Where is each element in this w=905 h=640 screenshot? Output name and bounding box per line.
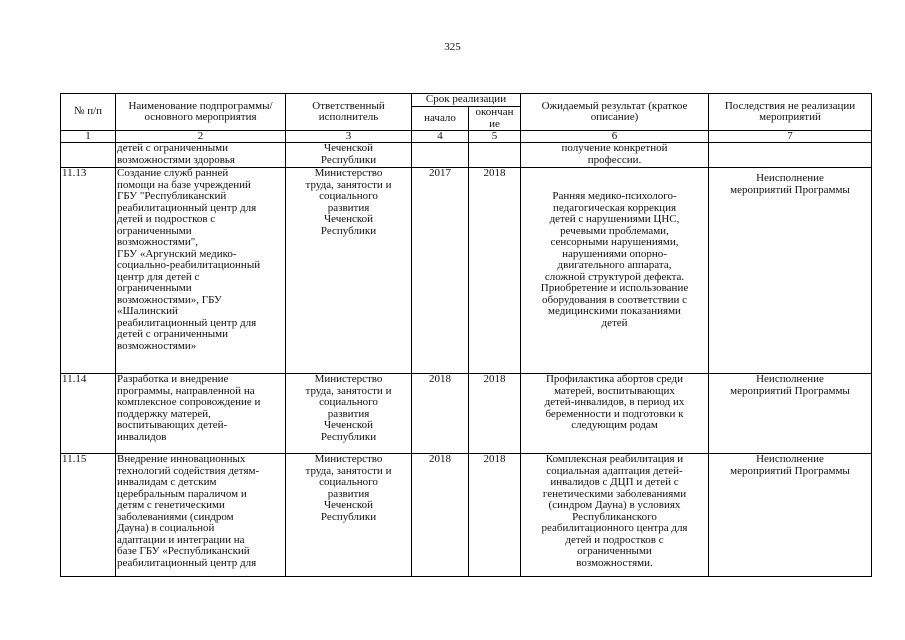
header-responsible-line: исполнитель	[318, 111, 379, 123]
row-responsible-line: труда, занятости и	[305, 178, 392, 191]
row-end-year: 2018	[469, 454, 521, 577]
row-responsible	[286, 454, 412, 577]
row-start-year: 2017	[412, 168, 469, 374]
row-name-line: заболеваниями (синдром	[117, 510, 234, 523]
header-num: № п/п	[61, 94, 116, 131]
header-name-line: Наименование подпрограммы/	[128, 99, 273, 112]
row-responsible-line: Министерство	[314, 373, 383, 385]
row-responsible-line: социального	[319, 396, 378, 408]
header-result-line: описание)	[590, 111, 639, 123]
row-name-line: Дауна) в социальной	[117, 522, 215, 534]
row-number: 11.15	[61, 454, 116, 577]
row-responsible-line: Республики	[320, 224, 377, 237]
row-result-line: нарушениями опорно-	[562, 247, 667, 260]
row-result-line: Профилактика абортов среди	[545, 373, 684, 385]
row-name-line: возможностями",	[117, 236, 198, 248]
row-name-line: детям с генетическими	[117, 499, 225, 511]
header-consequences-line: мероприятий	[759, 111, 821, 123]
row-name-line: возможностями», ГБУ	[117, 293, 222, 306]
row-result-line: (синдром Дауна) в условиях	[548, 499, 681, 511]
row-responsible	[286, 374, 412, 454]
header-consequences-line: Последствия не реализации	[724, 99, 856, 112]
column-number-row	[61, 131, 872, 143]
row-name-line: «Шалинский	[117, 305, 178, 317]
row-result-line: генетическими заболеваниями	[542, 487, 687, 500]
cont-start	[412, 143, 469, 168]
row-result-line: медицинскими показаниями	[548, 305, 681, 317]
row-result-line: сложной структурой дефекта.	[544, 270, 685, 283]
row-responsible	[286, 168, 412, 374]
row-name-line: детей с ограниченными	[117, 328, 229, 340]
row-result-line: детей-инвалидов, в период их	[544, 396, 685, 408]
row-name-line: инвалидам с детским	[117, 476, 217, 488]
row-result-line: Приобретение и использование	[540, 282, 689, 294]
row-name-line: детей и подростков с	[117, 213, 216, 225]
column-number-5: 5	[469, 131, 521, 143]
row-responsible-line: социального	[319, 190, 378, 202]
continuation-row	[61, 143, 872, 168]
row-responsible-line: развития	[327, 487, 370, 500]
row-name-line: помощи на базе учреждений	[117, 178, 251, 191]
row-result-line: сенсорными нарушениями,	[550, 236, 679, 248]
header-start: начало	[412, 107, 469, 131]
cont-name-line: возможностями здоровья	[117, 153, 235, 166]
row-name-line: реабилитационный центр для	[117, 201, 257, 214]
row-consequences	[709, 374, 872, 454]
table-row	[61, 374, 872, 454]
row-name-line: возможностями»	[117, 339, 197, 352]
row-name-line: ограниченными	[117, 282, 192, 294]
row-name-line: Создание служб ранней	[117, 167, 229, 179]
row-name	[116, 454, 286, 577]
table-row	[61, 454, 872, 577]
row-name-line: Внедрение инновационных	[117, 453, 246, 465]
row-responsible-line: развития	[327, 407, 370, 420]
column-number-6: 6	[521, 131, 709, 143]
row-start-year: 2018	[412, 374, 469, 454]
header-name	[116, 94, 286, 131]
row-start-year: 2018	[412, 454, 469, 577]
header-result	[521, 94, 709, 131]
page-number: 325	[444, 41, 461, 53]
cont-end	[469, 143, 521, 168]
row-consequences-line: Неисполнение	[756, 172, 824, 184]
cont-name	[116, 143, 286, 168]
row-responsible-line: Чеченской	[323, 499, 374, 511]
row-result-line: педагогическая коррекция	[552, 201, 677, 214]
row-name-line: поддержку матерей,	[117, 407, 211, 420]
row-name-line: технологий содействия детям-	[117, 464, 260, 477]
cont-num	[61, 143, 116, 168]
row-consequences-line: мероприятий Программы	[730, 384, 850, 397]
row-result	[521, 374, 709, 454]
row-result-line: следующим родам	[571, 419, 658, 431]
column-number-4: 4	[412, 131, 469, 143]
row-name	[116, 168, 286, 374]
column-number-2: 2	[116, 131, 286, 143]
row-result-line: детей с нарушениями ЦНС,	[549, 213, 680, 225]
row-result-line: оборудования в соответствии с	[541, 293, 688, 306]
program-table	[60, 93, 872, 577]
row-result-line: речевыми проблемами,	[560, 224, 669, 237]
row-name-line: центр для детей с	[117, 270, 200, 283]
row-number: 11.14	[61, 374, 116, 454]
row-responsible-line: Министерство	[314, 167, 383, 179]
row-result-line: Комплексная реабилитация и	[545, 453, 684, 465]
row-name-line: церебральным параличом и	[117, 487, 247, 500]
row-result-line: Республиканского	[572, 510, 657, 523]
row-result-line: детей	[601, 316, 628, 329]
row-name-line: комплексное сопровождение и	[117, 396, 261, 408]
header-responsible-line: Ответственный	[312, 99, 385, 112]
table-row	[61, 168, 872, 374]
row-result-line: социальная адаптация детей-	[546, 464, 683, 477]
row-result-line: инвалидов с ДЦП и детей с	[550, 476, 679, 488]
row-name-line: социально-реабилитационный	[117, 259, 261, 271]
cont-result-line: профессии.	[587, 153, 642, 166]
row-responsible-line: социального	[319, 476, 378, 488]
column-number-3: 3	[286, 131, 412, 143]
row-consequences-line: мероприятий Программы	[730, 464, 850, 477]
row-result-line: матерей, воспитывающих	[554, 384, 675, 397]
row-name-line: реабилитационный центр для	[117, 316, 257, 329]
row-responsible-line: Чеченской	[323, 213, 374, 225]
header-consequences	[709, 94, 872, 131]
row-number: 11.13	[61, 168, 116, 374]
row-responsible-line: труда, занятости и	[305, 464, 392, 477]
row-responsible-line: Министерство	[314, 453, 383, 465]
row-result	[521, 454, 709, 577]
row-result-line: реабилитационного центра для	[541, 522, 688, 534]
row-result-line: беременности и подготовки к	[545, 407, 684, 420]
header-name-line: основного мероприятия	[144, 111, 257, 123]
cont-result	[521, 143, 709, 168]
row-result	[521, 168, 709, 374]
row-name-line: адаптации и интеграции на	[117, 533, 245, 546]
row-consequences	[709, 454, 872, 577]
row-result-line: Ранняя медико-психолого-	[552, 190, 677, 202]
cont-result-line: получение конкретной	[561, 142, 668, 154]
header-responsible	[286, 94, 412, 131]
row-consequences-line: мероприятий Программы	[730, 183, 850, 196]
row-name-line: ограниченными	[117, 224, 192, 237]
header-period: Срок реализации	[412, 94, 521, 107]
column-number-7: 7	[709, 131, 872, 143]
row-consequences	[709, 168, 872, 374]
row-result-line: возможностями.	[576, 556, 653, 569]
row-result-line: детей и подростков с	[565, 533, 664, 546]
header-end-line: окончан	[475, 106, 514, 118]
cont-responsible-line: Чеченской	[323, 142, 374, 154]
row-responsible-line: труда, занятости и	[305, 384, 392, 397]
row-consequences-line: Неисполнение	[756, 373, 824, 385]
header-end-line: ие	[489, 117, 500, 130]
row-responsible-line: Чеченской	[323, 419, 374, 431]
row-responsible-line: Республики	[320, 510, 377, 523]
cont-responsible-line: Республики	[320, 153, 377, 166]
header-end	[469, 107, 521, 131]
cont-name-line: детей с ограниченными	[117, 142, 229, 154]
row-name-line: базе ГБУ «Республиканский	[117, 545, 250, 557]
cont-responsible	[286, 143, 412, 168]
row-name	[116, 374, 286, 454]
row-name-line: программы, направленной на	[117, 384, 255, 397]
row-name-line: ГБУ "Республиканский	[117, 190, 227, 202]
row-name-line: воспитывающих детей-	[117, 419, 228, 431]
row-result-line: двигательного аппарата,	[557, 259, 672, 271]
row-responsible-line: Республики	[320, 430, 377, 443]
row-name-line: инвалидов	[117, 430, 167, 443]
column-number-1: 1	[61, 131, 116, 143]
row-end-year: 2018	[469, 168, 521, 374]
row-name-line: реабилитационный центр для	[117, 556, 257, 569]
row-responsible-line: развития	[327, 201, 370, 214]
cont-consequences	[709, 143, 872, 168]
row-result-line: ограниченными	[577, 545, 652, 557]
header-result-line: Ожидаемый результат (краткое	[541, 99, 688, 112]
row-end-year: 2018	[469, 374, 521, 454]
row-consequences-line: Неисполнение	[756, 453, 824, 465]
row-name-line: ГБУ «Аргунский медико-	[117, 247, 237, 260]
row-name-line: Разработка и внедрение	[117, 373, 229, 385]
